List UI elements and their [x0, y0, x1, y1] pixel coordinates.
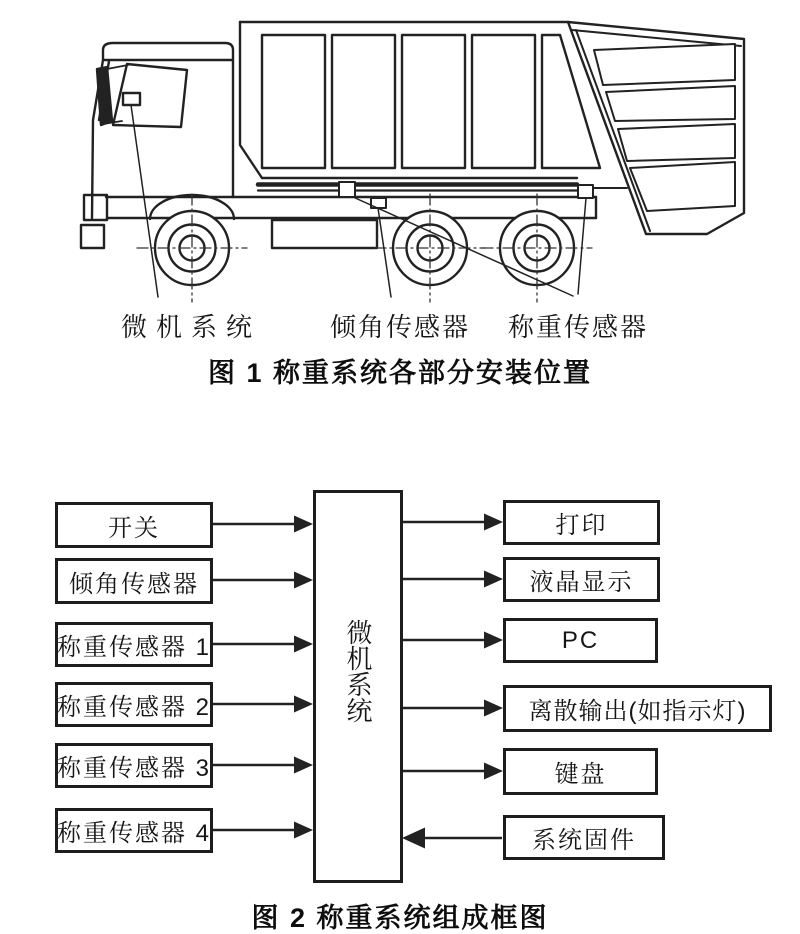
lcd-display-box: 液晶显示	[503, 557, 660, 602]
load-cell-marker	[578, 185, 593, 198]
rear-hopper	[568, 22, 744, 234]
hopper-slat	[630, 162, 735, 211]
tilt-sensor-box: 倾角传感器	[55, 558, 213, 604]
load-leader	[578, 198, 586, 294]
truck-drawing	[81, 22, 744, 302]
load-cell-1-box: 称重传感器 1	[55, 622, 213, 667]
mcu-location-marker	[123, 93, 140, 105]
hopper-slat	[606, 86, 735, 121]
load-cell-4-box: 称重传感器 4	[55, 808, 213, 853]
output-arrows	[403, 514, 503, 780]
tilt-leader	[378, 208, 391, 297]
keyboard-box: 键盘	[503, 748, 658, 795]
label-mcu: 微机系统	[121, 312, 262, 342]
firmware-arrow	[402, 828, 502, 849]
front-step-upper	[84, 195, 107, 220]
cargo-panel	[262, 35, 325, 168]
label-load-cell: 称重传感器	[508, 312, 649, 342]
cargo-body	[240, 22, 600, 191]
load-cell-2-box: 称重传感器 2	[55, 682, 213, 727]
fuel-tank	[272, 220, 377, 248]
mcu-leader	[131, 105, 158, 297]
label-tilt-sensor: 倾角传感器	[330, 312, 471, 342]
hopper-slat	[594, 44, 735, 85]
front-step-lower	[81, 225, 104, 248]
mcu-box	[313, 490, 403, 883]
cargo-panel	[332, 35, 395, 168]
side-mirror	[97, 67, 112, 125]
switch-box: 开关	[55, 502, 213, 548]
pc-box: PC	[503, 618, 658, 663]
print-box: 打印	[503, 500, 660, 545]
truck-cab	[92, 43, 234, 219]
discrete-output-box: 离散输出(如指示灯)	[503, 685, 772, 732]
figure2-caption: 图 2 称重系统组成框图	[251, 903, 549, 933]
input-arrows	[213, 516, 313, 839]
firmware-box: 系统固件	[503, 815, 665, 860]
cargo-panel	[402, 35, 465, 168]
hopper-slat	[618, 124, 735, 161]
load-cell-marker	[339, 182, 355, 197]
mcu-box-label: 微机系统	[343, 619, 373, 723]
load-cell-3-box: 称重传感器 3	[55, 743, 213, 788]
figure1-caption: 图 1 称重系统各部分安装位置	[207, 358, 593, 388]
cab-roof	[103, 43, 233, 60]
cargo-panel	[472, 35, 535, 168]
